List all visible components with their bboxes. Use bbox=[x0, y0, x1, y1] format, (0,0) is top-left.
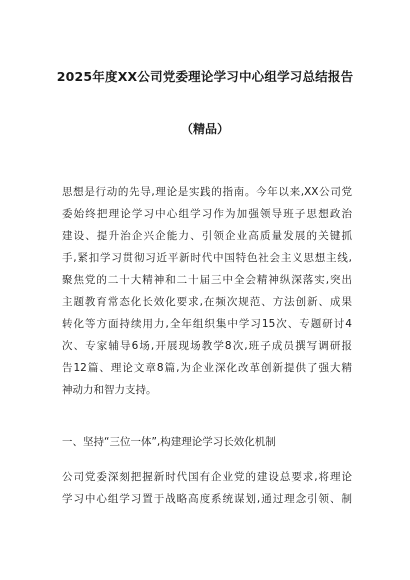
paragraph-line: 手,紧扣学习贯彻习近平新时代中国特色社会主义思想主线, bbox=[62, 252, 352, 264]
paragraph-line: 聚焦党的二十大精神和二十届三中全会精神纵深落实,突出 bbox=[62, 274, 352, 286]
document-title: 2025年度XX公司党委理论学习中心组学习总结报告 bbox=[56, 69, 354, 84]
paragraph-line: 学习中心组学习置于战略高度系统谋划,通过理念引领、制 bbox=[62, 493, 352, 505]
paragraph-line: 主题教育常态化长效化要求,在频次规范、方法创新、成果 bbox=[62, 296, 352, 308]
section-heading: 一、坚持“三位一体”,构建理论学习长效化机制 bbox=[62, 436, 276, 448]
paragraph-line: 次、专家辅导6场,开展现场教学8次,班子成员撰写调研报 bbox=[62, 340, 352, 352]
intro-paragraph bbox=[62, 181, 352, 401]
paragraph-line: 建设、提升治企兴企能力、引领企业高质量发展的关键抓 bbox=[62, 230, 352, 242]
section-paragraph bbox=[62, 466, 352, 510]
paragraph-line: 公司党委深刻把握新时代国有企业党的建设总要求,将理论 bbox=[62, 471, 352, 483]
paragraph-line: 转化等方面持续用力,全年组织集中学习15次、专题研讨4 bbox=[62, 318, 352, 330]
paragraph-line: 神动力和智力支持。 bbox=[62, 384, 157, 396]
paragraph-line: 思想是行动的先导,理论是实践的指南。今年以来,XX公司党 bbox=[62, 186, 352, 198]
document-subtitle: （精品） bbox=[180, 122, 229, 136]
paragraph-line: 委始终把理论学习中心组学习作为加强领导班子思想政治 bbox=[62, 208, 352, 220]
paragraph-line: 告12篇、理论文章8篇,为企业深化改革创新提供了强大精 bbox=[62, 362, 352, 374]
